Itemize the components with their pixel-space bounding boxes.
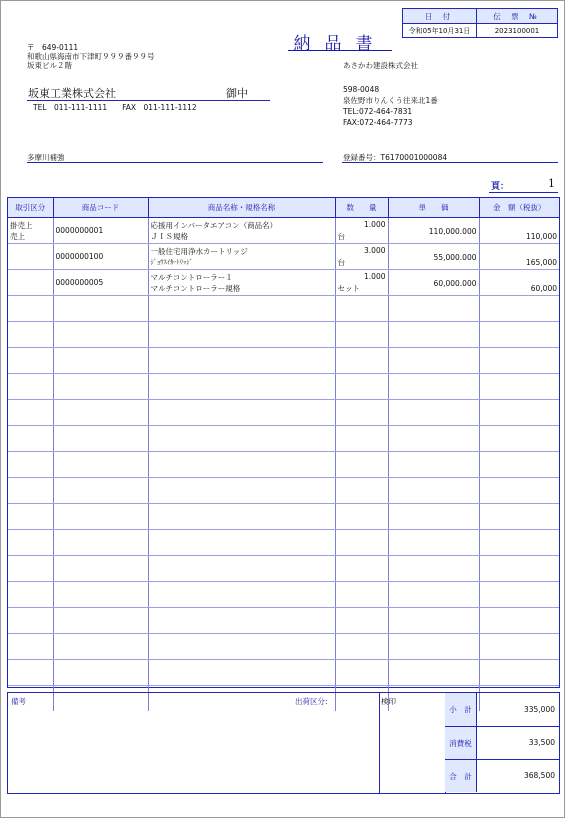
header-product-code: 商品コード	[53, 198, 148, 218]
amount-cell: 110,000	[479, 218, 559, 244]
table-row	[8, 270, 559, 296]
transaction-type-cell: 掛売上 売上	[8, 218, 53, 244]
table-row-empty	[8, 374, 559, 400]
header-product-name: 商品名称・規格名称	[148, 198, 335, 218]
page-underline	[489, 192, 558, 193]
site-name: 多摩川補強	[27, 153, 65, 162]
table-row-empty	[8, 296, 559, 322]
items-table	[7, 197, 560, 688]
shipping-type-label: 出荷区分:	[295, 697, 328, 706]
document-title: 納品書	[293, 34, 387, 54]
stamp-label: 検印	[381, 697, 396, 706]
table-row-empty	[8, 660, 559, 686]
table-row-empty	[8, 400, 559, 426]
product-name-cell: 応援用インバータエアコン（商品名） ＪＩＳ規格	[148, 218, 335, 244]
transaction-type-cell	[8, 244, 53, 270]
date-value: 令和05年10月31日	[403, 24, 477, 38]
page-label: 頁：	[491, 182, 510, 192]
tax-value: 33,500	[528, 738, 555, 747]
table-row-empty	[8, 582, 559, 608]
table-row-empty	[8, 348, 559, 374]
customer-tel-fax: TEL 011-111-1111 FAX 011-111-1112	[33, 103, 197, 112]
unit-price-cell: 55,000.000	[388, 244, 479, 270]
tax-label: 消費税	[445, 727, 477, 759]
remarks-label: 備考	[11, 697, 26, 706]
date-label: 日 付	[403, 9, 477, 23]
table-row-empty	[8, 634, 559, 660]
table-row-empty	[8, 426, 559, 452]
quantity-cell: 1.000 台	[335, 218, 388, 244]
transaction-type-cell	[8, 270, 53, 296]
customer-honorific: 御中	[226, 87, 248, 100]
slip-number-value: 2023100001	[494, 27, 540, 35]
supplier-tel: TEL:072-464-7831	[343, 107, 413, 116]
subtotal-label: 小 計	[445, 693, 477, 726]
quantity-cell: 3.000 台	[335, 244, 388, 270]
customer-address-2: 坂東ビル２階	[27, 61, 72, 70]
registration-underline	[342, 162, 558, 163]
supplier-postal: 598-0048	[343, 85, 380, 94]
title-underline	[288, 50, 392, 51]
product-code-cell: 0000000005	[53, 270, 148, 296]
product-code-cell: 0000000100	[53, 244, 148, 270]
amount-cell: 165,000	[479, 244, 559, 270]
customer-postal: 〒 649-0111	[27, 43, 79, 52]
product-name-cell: 一般住宅用浄水カートリッジ ｼﾞｮｳｽｲｶｰﾄﾘｯｼﾞ	[148, 244, 335, 270]
table-row-empty	[8, 478, 559, 504]
summary-area	[445, 693, 559, 793]
supplier-name: あさかわ建設株式会社	[343, 61, 418, 70]
slip-info-box	[402, 8, 558, 38]
subtotal-value: 335,000	[523, 705, 555, 714]
unit-price-cell: 60,000.000	[388, 270, 479, 296]
table-row-empty	[8, 608, 559, 634]
header-transaction-type: 取引区分	[8, 198, 53, 218]
unit-price-cell: 110,000.000	[388, 218, 479, 244]
customer-address-1: 和歌山県海南市下津町９９９番９９号	[27, 52, 155, 61]
amount-cell: 60,000	[479, 270, 559, 296]
table-row-empty	[8, 452, 559, 478]
product-code-cell: 0000000001	[53, 218, 148, 244]
table-row-empty	[8, 556, 559, 582]
table-row-empty	[8, 530, 559, 556]
product-name-cell: マルチコントローラー１ マルチコントローラー規格	[148, 270, 335, 296]
site-underline	[27, 162, 323, 163]
footer-box	[7, 692, 560, 794]
header-unit-price: 単 価	[388, 198, 479, 218]
customer-name-underline	[27, 100, 270, 101]
table-row	[8, 244, 559, 270]
registration-number: 登録番号：T6170001000084	[343, 153, 448, 162]
stamp-divider	[379, 693, 380, 793]
total-label: 合 計	[445, 760, 477, 792]
page-number: 1	[548, 177, 555, 190]
supplier-address: 泉佐野市りんくう往来北1番	[343, 96, 438, 105]
table-row	[8, 218, 559, 244]
table-row-empty	[8, 322, 559, 348]
total-value: 368,500	[523, 771, 555, 780]
header-quantity: 数 量	[335, 198, 388, 218]
table-header-row	[8, 198, 559, 218]
table-row-empty	[8, 504, 559, 530]
customer-name: 坂東工業株式会社	[28, 87, 116, 100]
supplier-fax: FAX:072-464-7773	[343, 118, 413, 127]
slip-number-label: 伝 票 №	[477, 9, 557, 23]
quantity-cell: 1.000 セット	[335, 270, 388, 296]
header-amount: 金 額（税抜）	[479, 198, 559, 218]
